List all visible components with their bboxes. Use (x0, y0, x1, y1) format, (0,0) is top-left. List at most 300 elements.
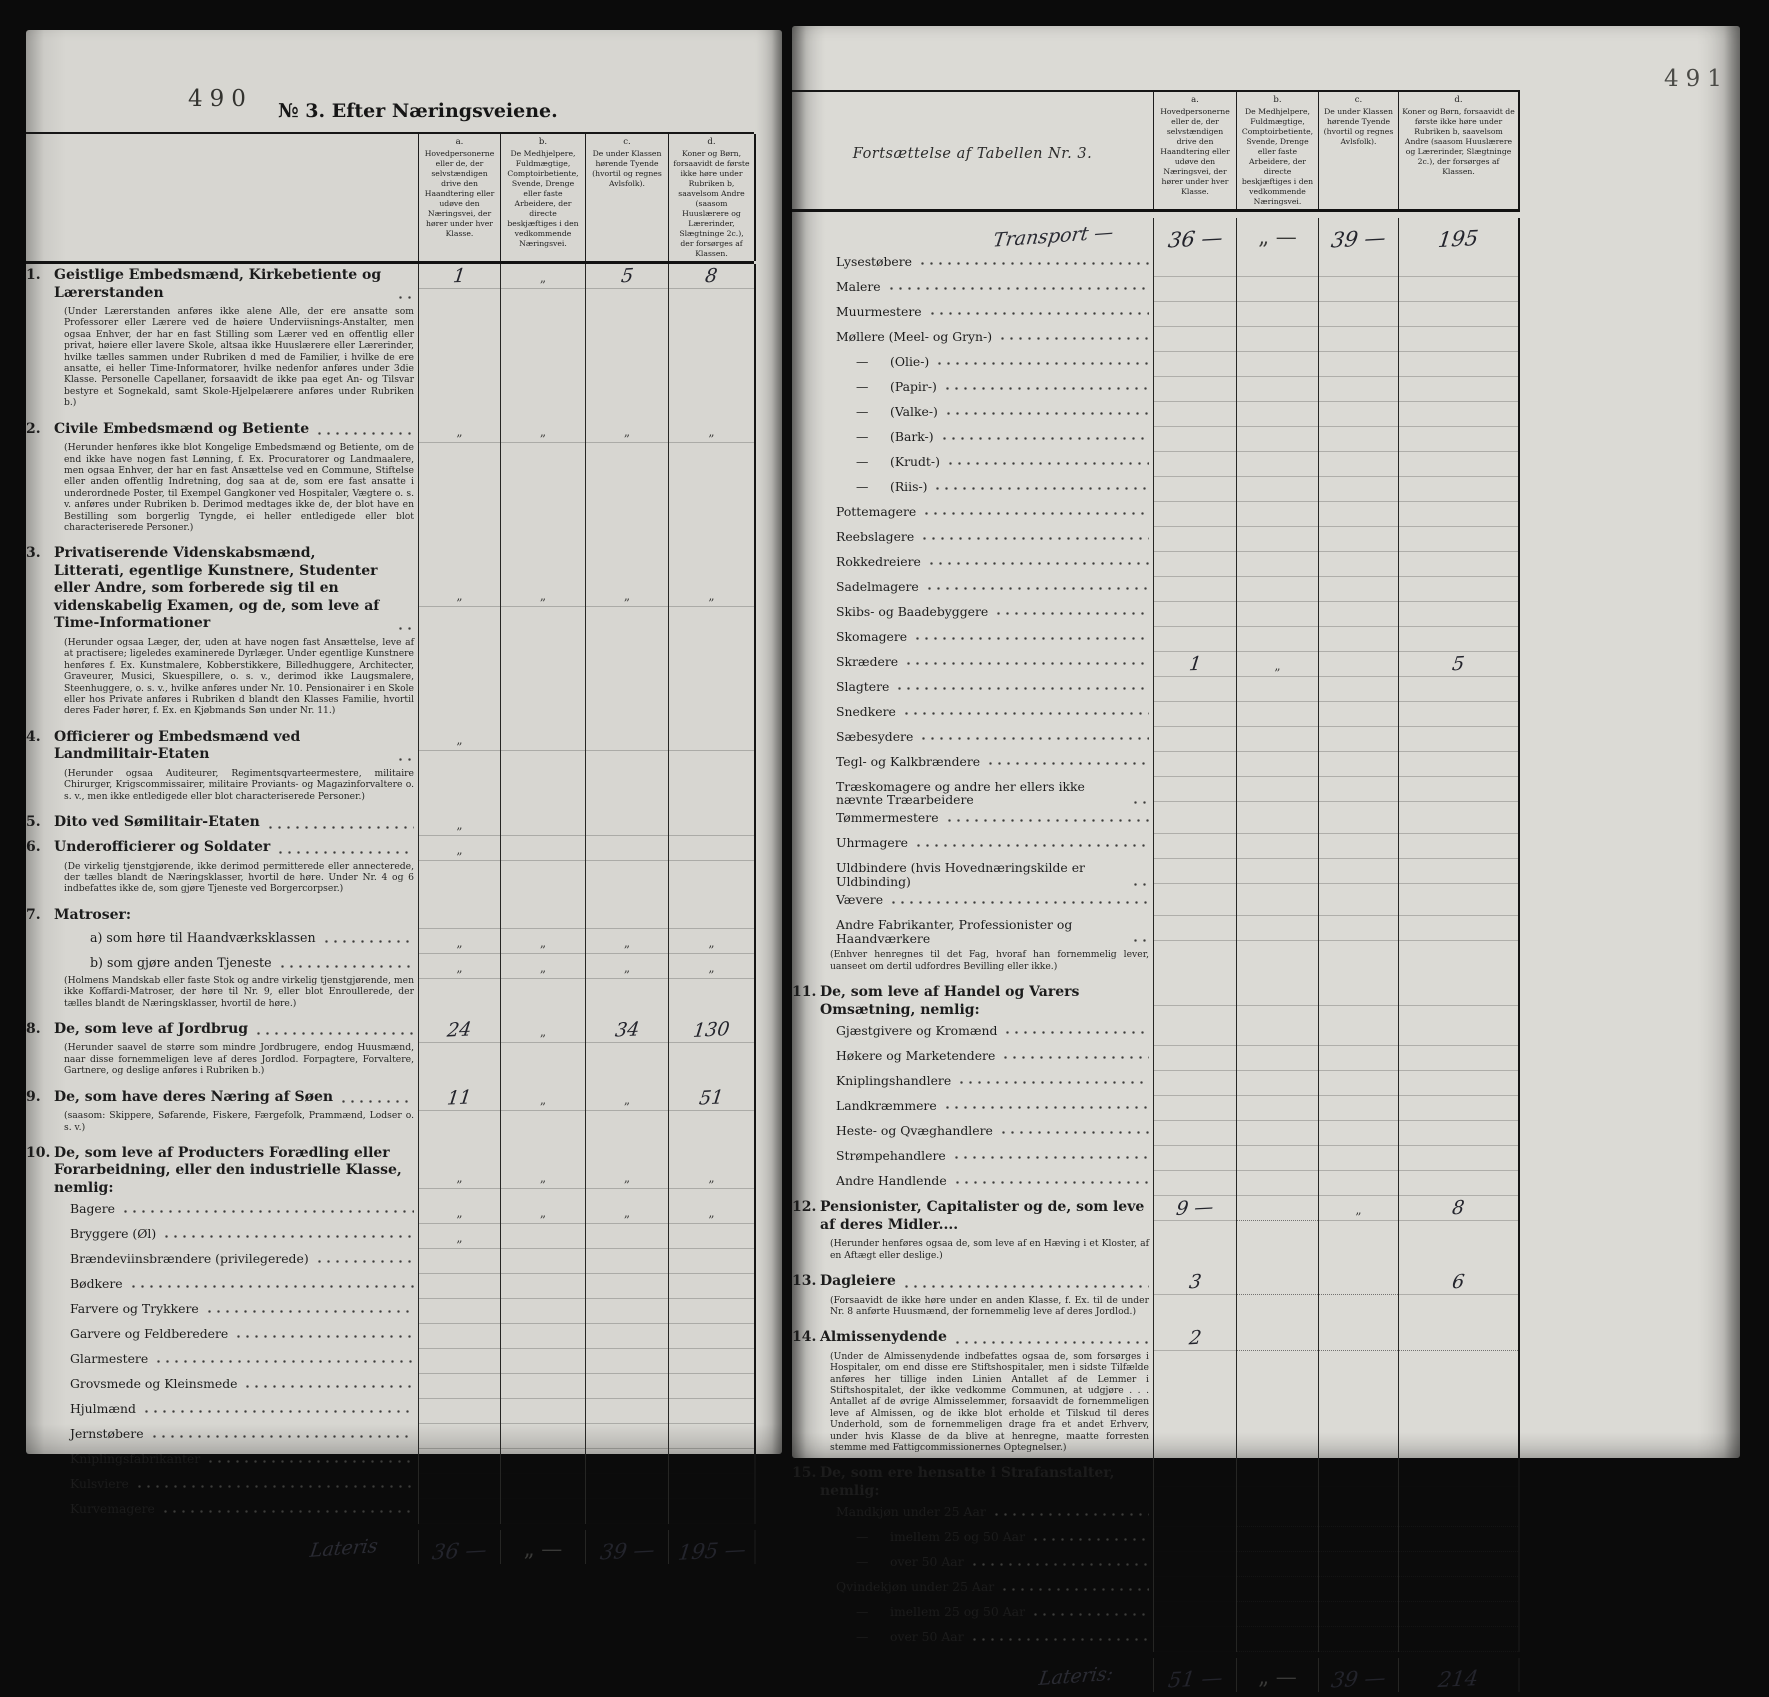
value-line-c (586, 1399, 668, 1424)
value-line-d (669, 726, 754, 751)
table-row (792, 777, 1520, 809)
value-line-d (1399, 1627, 1518, 1652)
row-label: De, som leve af Jordbrug (54, 1020, 249, 1037)
row-number: 6. (26, 839, 41, 856)
value-cell-b (1236, 552, 1318, 577)
cell-value-c: „ (1355, 1203, 1362, 1218)
value-line-a (419, 264, 500, 289)
value-cell-c (585, 1249, 668, 1274)
value-line-b (1237, 1627, 1318, 1652)
row-label-cell (792, 1326, 1153, 1462)
value-line-a (1154, 834, 1236, 859)
value-line-a (419, 1274, 500, 1299)
row-label-cell (792, 302, 1153, 327)
value-cell-a (418, 264, 500, 418)
row-label-cell (792, 916, 1153, 982)
value-line-a (419, 1086, 500, 1111)
row-label-cell (792, 809, 1153, 834)
value-cell-c (585, 418, 668, 543)
row-label: Heste- og Qvæghandlere (836, 1122, 993, 1138)
value-line-c (1319, 1627, 1398, 1652)
table-row (792, 677, 1520, 702)
value-line-a (1154, 677, 1236, 702)
row-label-line (792, 277, 1153, 295)
value-cell-c (1318, 1096, 1398, 1121)
value-cell-a (1153, 1096, 1236, 1121)
value-line-a (1154, 352, 1236, 377)
row-label-line (26, 1449, 418, 1467)
row-footnote: (Herunder henføres ikke blot Kongelige Embedsmænd og Betiente, om de end ikke have nogen fast Lønning, f. Ex. Procuratorer og Landmaalere, men ogsaa Enhver, der har en fast Ansættelse ved en Commune, Stiftelse eller anden offentlig Indretning, dog saa at de, som ere fast ansatte i underordnede Poster, til Exempel Gangkoner ved Hospitaler, Vægtere o. s. v. anføres under Rubriken b. Derimod medtages ikke de, der blot have en Bestilling som borgerlig Tyngde, ei heller entledigede eller blot characteriserede Personer.) (64, 442, 414, 534)
dotted-leader (243, 1379, 414, 1391)
value-line-b (1237, 677, 1318, 702)
dotted-leader (902, 1279, 1149, 1291)
value-cell-a (1153, 377, 1236, 402)
cell-value-b: „ — (523, 1537, 563, 1562)
value-cell-c (1318, 1021, 1398, 1046)
value-cell-d (1398, 1502, 1520, 1527)
cell-value-a: 36 — (1166, 225, 1224, 253)
row-number: 7. (26, 906, 41, 923)
value-cell-b (1236, 834, 1318, 859)
row-label: Bagere (70, 1200, 116, 1216)
row-label-cell (26, 1449, 418, 1474)
value-line-a (1154, 1196, 1236, 1221)
value-cell-a (418, 811, 500, 836)
value-cell-b (1236, 1527, 1318, 1552)
value-cell-d (668, 1086, 756, 1142)
value-cell-c (585, 1224, 668, 1249)
row-label: (Olie-) (890, 353, 930, 369)
value-line-c (586, 1274, 668, 1299)
row-footnote: (Herunder saavel de større som mindre Jordbrugere, endog Huusmænd, naar disse fornemmeligen leve af deres Jordlod. Forpagtere, Forvaltere, Gartnere, og deslige anføres i Rubriken b.) (64, 1042, 414, 1077)
value-line-d (669, 1424, 754, 1449)
value-cell-d (1398, 727, 1520, 752)
cell-value-d: 214 (1437, 1666, 1481, 1693)
dotted-leader (933, 481, 1149, 493)
value-cell-d (1398, 1326, 1520, 1462)
table-row (792, 218, 1520, 252)
row-label: (Valke-) (890, 403, 938, 419)
table-row (792, 702, 1520, 727)
value-cell-d (1398, 1270, 1520, 1326)
value-line-a (1154, 1071, 1236, 1096)
value-cell-b (1236, 1171, 1318, 1196)
page-number: 490 (188, 86, 253, 112)
row-label-cell (26, 811, 418, 836)
value-cell-b (1236, 427, 1318, 452)
value-line-c (1319, 477, 1398, 502)
value-line-b (501, 1499, 585, 1524)
row-label: Grovsmede og Kleinsmede (70, 1375, 238, 1391)
value-line-b (1237, 891, 1318, 916)
row-label-cell (792, 1502, 1153, 1527)
value-line-c (1319, 1326, 1398, 1351)
row-label-line (792, 916, 1153, 948)
row-label-line (792, 834, 1153, 852)
value-cell-c (1318, 809, 1398, 834)
value-cell-b (1236, 1146, 1318, 1171)
value-cell-d (1398, 1527, 1520, 1552)
value-cell-d (668, 1449, 756, 1474)
dotted-leader (276, 845, 414, 857)
table-row (792, 981, 1520, 1021)
value-line-d (669, 264, 754, 289)
value-line-c (586, 726, 668, 751)
value-cell-b (1236, 1021, 1318, 1046)
cell-value-d: „ (708, 960, 715, 975)
table-row (26, 1324, 754, 1349)
value-line-c (1319, 1270, 1398, 1295)
dotted-leader (904, 656, 1149, 668)
row-label: Reebslagere (836, 528, 915, 544)
cell-value-c: „ (623, 935, 631, 950)
row-label: Almissenydende (820, 1329, 947, 1346)
value-line-b (501, 1299, 585, 1324)
column-header-b (1236, 92, 1318, 209)
dotted-leader (339, 1094, 414, 1106)
value-line-a (419, 1374, 500, 1399)
table-continuation-caption: Fortsættelse af Tabellen Nr. 3. (852, 145, 1093, 162)
value-line-b (1237, 277, 1318, 302)
table-row (26, 418, 754, 543)
value-cell-d (1398, 859, 1520, 891)
value-cell-b (1236, 727, 1318, 752)
value-cell-b (500, 1142, 585, 1200)
table-row (792, 602, 1520, 627)
table-row (26, 726, 754, 811)
value-cell-a (418, 1499, 500, 1524)
cell-value-a: „ (456, 960, 463, 975)
row-label: Uldbindere (hvis Hovednæringskilde er Uldbinding) (836, 860, 1085, 889)
value-cell-a (1153, 1577, 1236, 1602)
row-label: Underofficierer og Soldater (54, 839, 271, 856)
dotted-leader (913, 631, 1149, 643)
value-line-d (1399, 727, 1518, 752)
value-cell-d (668, 726, 756, 811)
table-row (792, 859, 1520, 891)
value-line-d (1399, 752, 1518, 777)
row-number: 4. (26, 728, 41, 745)
value-cell-d (1398, 1577, 1520, 1602)
value-line-c (1319, 1462, 1398, 1487)
row-label: Rokkedreiere (836, 553, 921, 569)
value-line-b (1237, 1552, 1318, 1577)
value-cell-c (1318, 252, 1398, 277)
value-cell-c (585, 811, 668, 836)
value-cell-c (1318, 1146, 1398, 1171)
value-cell-c (1318, 981, 1398, 1021)
column-letter: a. (455, 137, 464, 147)
value-line-b (1237, 527, 1318, 552)
row-label: Hjulmænd (70, 1400, 136, 1416)
value-line-b (501, 929, 585, 954)
row-number: 11. (792, 984, 817, 1001)
value-line-a (1154, 1146, 1236, 1171)
value-line-b (1237, 602, 1318, 627)
dotted-leader (922, 506, 1149, 518)
value-line-c (586, 1374, 668, 1399)
value-line-b (1237, 1577, 1318, 1602)
row-label: Matroser: (54, 906, 132, 923)
value-line-b (501, 1224, 585, 1249)
table-row (26, 1249, 754, 1274)
value-cell-c (1318, 677, 1398, 702)
value-cell-c (1318, 402, 1398, 427)
dotted-leader (1131, 933, 1149, 945)
value-line-d (1399, 352, 1518, 377)
value-line-b (1237, 1502, 1318, 1527)
row-label-cell (792, 834, 1153, 859)
value-line-d (1399, 1462, 1518, 1487)
value-line-c (1319, 1658, 1398, 1692)
column-header-d (1398, 92, 1520, 209)
value-cell-b (1236, 477, 1318, 502)
row-label: Privatiserende Videnskabsmænd, Litterati, egentlige Kunstnere, Studenter eller Andre, som forberede sig til en videnskabelig Examen, og de, som leve af Time-Informationer (54, 545, 380, 632)
column-letter: b. (1273, 95, 1282, 105)
value-line-b (501, 1274, 585, 1299)
value-cell-d (668, 1499, 756, 1524)
row-label: Landkræmmere (836, 1097, 937, 1113)
value-cell-d (668, 836, 756, 904)
value-cell-a (1153, 402, 1236, 427)
value-cell-d (1398, 1196, 1520, 1270)
value-cell-d (1398, 327, 1520, 352)
value-cell-d (1398, 1046, 1520, 1071)
row-label-line (792, 477, 1153, 495)
value-line-b (501, 418, 585, 443)
cell-value-a: „ (456, 1231, 463, 1246)
table-row (26, 1424, 754, 1449)
row-label-line (792, 552, 1153, 570)
table-row (792, 627, 1520, 652)
row-label-cell (792, 577, 1153, 602)
value-cell-b (500, 1349, 585, 1374)
dotted-leader (952, 1150, 1149, 1162)
value-cell-d (1398, 218, 1520, 252)
table-row (792, 277, 1520, 302)
value-line-d (1399, 1071, 1518, 1096)
value-cell-d (1398, 602, 1520, 627)
value-cell-b (1236, 1046, 1318, 1071)
value-cell-d (1398, 527, 1520, 552)
value-line-d (1399, 916, 1518, 941)
value-cell-b (1236, 1577, 1318, 1602)
row-label-cell (792, 377, 1153, 402)
value-line-a (1154, 727, 1236, 752)
value-line-c (1319, 981, 1398, 1006)
value-line-b (501, 1249, 585, 1274)
value-cell-d (668, 1349, 756, 1374)
value-cell-c (1318, 602, 1398, 627)
value-cell-b (1236, 1270, 1318, 1326)
value-cell-b (1236, 452, 1318, 477)
dotted-leader (935, 356, 1149, 368)
value-line-c (586, 929, 668, 954)
value-line-b (1237, 916, 1318, 941)
row-label-cell (26, 1324, 418, 1349)
value-line-b (1237, 1602, 1318, 1627)
table-row (792, 752, 1520, 777)
value-line-a (1154, 1326, 1236, 1351)
value-line-c (586, 1324, 668, 1349)
value-cell-a (1153, 1502, 1236, 1527)
row-label-line (792, 602, 1153, 620)
row-label: Sadelmagere (836, 578, 919, 594)
value-cell-c (1318, 1462, 1398, 1502)
value-cell-c (1318, 277, 1398, 302)
dash-mark: — (856, 1528, 869, 1544)
value-line-d (1399, 652, 1518, 677)
value-cell-c (1318, 502, 1398, 527)
value-cell-c (585, 726, 668, 811)
value-cell-d (668, 1424, 756, 1449)
cell-value-a: 1 (452, 264, 468, 288)
value-line-b (1237, 1121, 1318, 1146)
value-line-d (669, 1530, 754, 1564)
dotted-leader (1031, 1532, 1149, 1544)
value-line-b (501, 811, 585, 836)
value-cell-b (500, 726, 585, 811)
value-line-d (1399, 552, 1518, 577)
row-label: (Krudt-) (890, 453, 940, 469)
row-label-cell (792, 1196, 1153, 1270)
dotted-leader (986, 756, 1149, 768)
table-row (792, 1602, 1520, 1627)
value-cell-c (585, 542, 668, 725)
value-cell-a (1153, 1552, 1236, 1577)
value-cell-b (500, 811, 585, 836)
dash-mark: — (856, 453, 869, 469)
value-line-c (1319, 1196, 1398, 1221)
cell-value-d: „ (708, 1206, 715, 1221)
value-cell-a (418, 1349, 500, 1374)
row-footnote: (Forsaavidt de ikke høre under en anden Klasse, f. Ex. til de under Nr. 8 anførte Huusmænd, der fornemmelig leve af deres Jordlod.) (830, 1294, 1149, 1317)
value-line-c (1319, 452, 1398, 477)
column-header-a (418, 134, 500, 261)
value-cell-c (1318, 702, 1398, 727)
value-line-a (1154, 777, 1236, 802)
value-cell-b (1236, 916, 1318, 982)
value-cell-c (1318, 891, 1398, 916)
row-label-line (792, 1270, 1153, 1293)
cell-value-d: „ (708, 1170, 715, 1185)
row-label-cell (792, 777, 1153, 809)
value-line-a (1154, 809, 1236, 834)
row-label-cell (792, 327, 1153, 352)
value-cell-a (1153, 916, 1236, 982)
lateris-row (792, 1658, 1520, 1692)
value-cell-a (1153, 1146, 1236, 1171)
value-line-b (1237, 377, 1318, 402)
value-line-a (1154, 627, 1236, 652)
table-row (792, 1502, 1520, 1527)
row-label-line (792, 1171, 1153, 1189)
value-cell-a (1153, 1071, 1236, 1096)
value-line-d (1399, 1602, 1518, 1627)
row-label-cell (26, 726, 418, 811)
value-cell-d (668, 1399, 756, 1424)
value-cell-a (1153, 1527, 1236, 1552)
row-label-cell (792, 218, 1153, 252)
cell-value-c: „ (623, 424, 631, 439)
value-cell-d (668, 1142, 756, 1200)
table-header-row (26, 132, 754, 264)
value-line-b (1237, 777, 1318, 802)
value-cell-d (668, 418, 756, 543)
value-line-d (1399, 809, 1518, 834)
dotted-leader (1131, 877, 1149, 889)
value-line-c (1319, 327, 1398, 352)
table-row (26, 264, 754, 418)
row-label-cell (26, 954, 418, 1018)
value-cell-c (1318, 327, 1398, 352)
row-label: (Riis-) (890, 478, 928, 494)
value-line-b (501, 954, 585, 979)
table-row (792, 527, 1520, 552)
value-cell-a (1153, 552, 1236, 577)
value-cell-a (1153, 777, 1236, 809)
row-label-cell (792, 1270, 1153, 1326)
value-cell-c (585, 1299, 668, 1324)
row-number: 5. (26, 814, 41, 831)
value-line-b (501, 264, 585, 289)
value-cell-d (1398, 427, 1520, 452)
table-row (792, 652, 1520, 677)
value-line-b (1237, 981, 1318, 1006)
table-row (792, 502, 1520, 527)
cell-value-b: „ (539, 424, 547, 439)
value-cell-c (585, 1086, 668, 1142)
value-cell-d (1398, 891, 1520, 916)
row-label-cell (792, 352, 1153, 377)
row-number: 9. (26, 1088, 41, 1105)
row-label-line (26, 1299, 418, 1317)
value-cell-d (668, 954, 756, 1018)
value-line-d (1399, 327, 1518, 352)
value-line-a (1154, 1021, 1236, 1046)
dotted-leader (999, 1125, 1149, 1137)
value-line-c (1319, 1046, 1398, 1071)
value-cell-b (500, 1249, 585, 1274)
row-label-cell (26, 1474, 418, 1499)
value-line-b (1237, 627, 1318, 652)
row-label-line (792, 502, 1153, 520)
row-label: Lysestøbere (836, 253, 913, 269)
value-line-c (586, 1449, 668, 1474)
cell-value-d: „ (708, 589, 715, 604)
value-cell-d (1398, 252, 1520, 277)
value-cell-c (1318, 1577, 1398, 1602)
lateris-label-cell (26, 1530, 418, 1564)
value-line-d (1399, 1552, 1518, 1577)
value-cell-b (1236, 1627, 1318, 1652)
value-cell-a (1153, 752, 1236, 777)
row-label-cell (792, 477, 1153, 502)
row-label-cell (792, 652, 1153, 677)
value-line-d (1399, 1577, 1518, 1602)
value-line-d (669, 1274, 754, 1299)
dotted-leader (205, 1304, 414, 1316)
value-line-a (419, 1249, 500, 1274)
row-label: Garvere og Feldberedere (70, 1325, 229, 1341)
value-line-a (1154, 377, 1236, 402)
value-cell-b (1236, 981, 1318, 1021)
value-line-a (1154, 552, 1236, 577)
table-row (792, 377, 1520, 402)
dotted-leader (161, 1504, 414, 1516)
value-line-a (419, 1399, 500, 1424)
value-line-d (669, 1142, 754, 1189)
